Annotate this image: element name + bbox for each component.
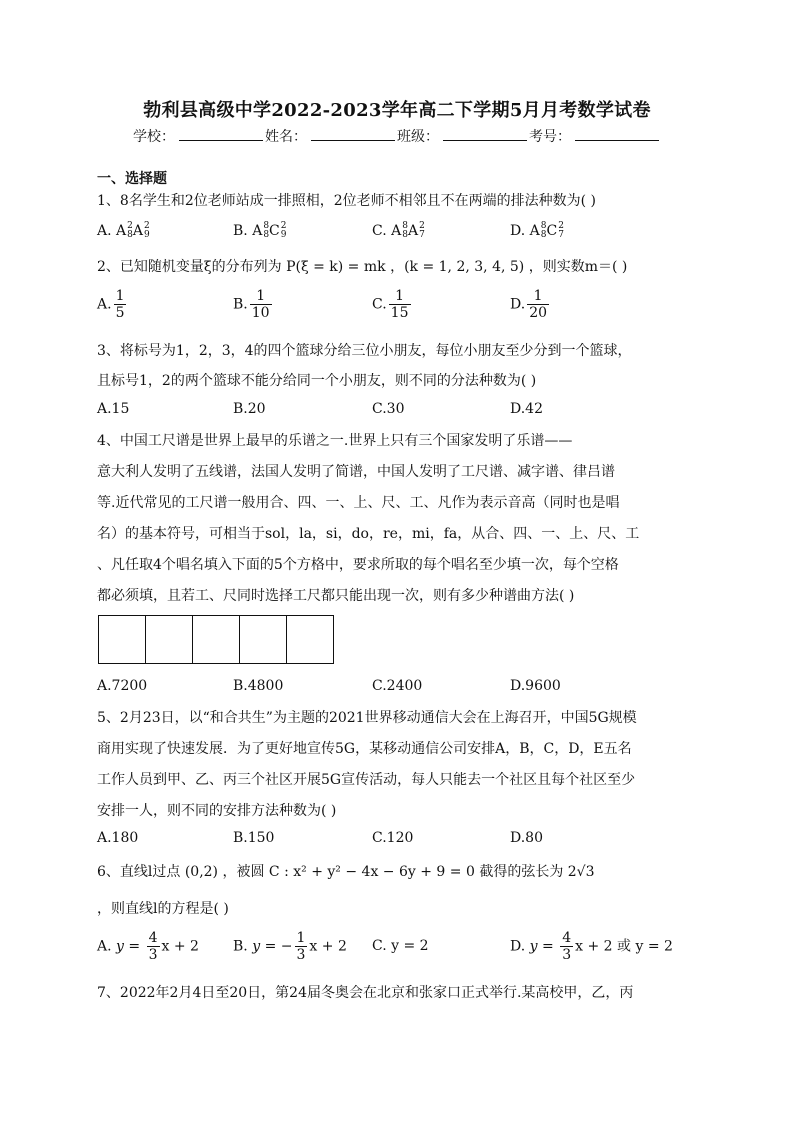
q1-option-a: A. A 2 8 A 2 9: [97, 221, 150, 240]
q4-option-c: C.2400: [372, 678, 423, 694]
number-blank[interactable]: [575, 128, 659, 141]
q3-option-a: A.15: [97, 401, 130, 417]
number-label: 考号：: [529, 129, 571, 145]
q2-option-b: B. $\frac{1}{10}$: [233, 288, 270, 322]
name-label: 姓名：: [265, 129, 307, 145]
q4-option-d: D.9600: [510, 678, 561, 694]
q5-option-c: C.120: [372, 830, 414, 846]
q5-option-d: D.80: [510, 830, 543, 846]
music-grid-boxes: [98, 615, 334, 664]
grid-cell: [240, 616, 287, 663]
question-3-line-2: 且标号1，2的两个篮球不能分给同一个小朋友，则不同的分法种数为( ): [97, 373, 537, 389]
question-4-line-5: 、凡任取4个唱名填入下面的5个方格中，要求所取的每个唱名至少填一次，每个空格: [97, 557, 619, 573]
question-4-line-3: 等.近代常见的工尺谱一般用合、四、一、上、尺、工、凡作为表示音高（同时也是唱: [97, 495, 620, 511]
grid-cell: [193, 616, 240, 663]
q3-option-b: B.20: [233, 401, 266, 417]
question-3-line-1: 3、将标号为1，2，3，4的四个篮球分给三位小朋友，每位小朋友至少分到一个篮球，: [97, 343, 632, 359]
student-info-row: [0, 126, 794, 146]
q6-option-a: A. y = $\frac{4}{3}$ x + 2: [97, 930, 199, 964]
question-5-line-2: 商用实现了快速发展．为了更好地宣传5G，某移动通信公司安排A，B，C，D，E五名: [97, 741, 632, 757]
question-5-line-1: 5、2月23日，以“和合共生”为主题的2021世界移动通信大会在上海召开，中国5G规模: [97, 710, 637, 726]
question-6-line-2: ，则直线l的方程是( ): [97, 901, 229, 917]
class-label: 班级：: [397, 129, 439, 145]
q3-option-c: C.30: [372, 401, 405, 417]
question-4-line-6: 都必须填，且若工、尺同时选择工尺都只能出现一次，则有多少种谱曲方法( ): [97, 588, 575, 604]
q2-option-c: C. $\frac{1}{15}$: [372, 288, 409, 322]
grid-cell: [99, 616, 146, 663]
q6-option-b: B. y = − $\frac{1}{3}$ x + 2: [233, 930, 347, 964]
question-2-text: 2、已知随机变量ξ的分布列为 P(ξ = k) = mk ，(k = 1, 2, 3, 4, 5) ，则实数m＝( ): [97, 259, 628, 275]
page-title: 勃利县高级中学2022-2023学年高二下学期5月月考数学试卷: [143, 100, 651, 121]
question-5-line-3: 工作人员到甲、乙、丙三个社区开展5G宣传活动，每人只能去一个社区且每个社区至少: [97, 772, 636, 788]
grid-cell: [287, 616, 333, 663]
question-1-text: 1、8名学生和2位老师站成一排照相，2位老师不相邻且不在两端的排法种数为( ): [97, 193, 597, 209]
question-7-line-1: 7、2022年2月4日至20日，第24届冬奥会在北京和张家口正式举行.某高校甲，乙，丙: [97, 985, 634, 1001]
school-blank[interactable]: [179, 128, 263, 141]
q5-option-b: B.150: [233, 830, 275, 846]
class-blank[interactable]: [443, 128, 527, 141]
question-4-line-4: 名）的基本符号，可相当于sol，la，si，do，re，mi，fa，从合、四、一、上、尺、工: [97, 526, 640, 542]
question-5-line-4: 安排一人，则不同的安排方法种数为( ): [97, 803, 337, 819]
q2-option-a: A. $\frac{1}{5}$: [97, 288, 125, 322]
question-4-line-1: 4、中国工尺谱是世界上最早的乐谱之一.世界上只有三个国家发明了乐谱——: [97, 433, 573, 449]
q2-option-d: D. $\frac{1}{20}$: [510, 288, 548, 322]
q1-option-c: C. A 8 8 A 2 7: [372, 221, 425, 240]
school-label: 学校：: [133, 129, 175, 145]
question-6-line-1: 6、直线l过点 (0,2) ，被圆 C : x² + y² − 4x − 6y + 9 = 0 截得的弦长为 2√3: [97, 864, 595, 880]
section-heading: 一、选择题: [97, 171, 167, 187]
q6-option-c: C. y = 2: [372, 938, 429, 954]
grid-cell: [146, 616, 193, 663]
q6-option-d: D. y = $\frac{4}{3}$ x + 2 或 y = 2: [510, 930, 673, 964]
question-4-line-2: 意大利人发明了五线谱，法国人发明了简谱，中国人发明了工尺谱、减字谱、律吕谱: [97, 464, 615, 480]
q1-option-d: D. A 8 8 C 2 7: [510, 221, 564, 240]
q4-option-b: B.4800: [233, 678, 284, 694]
q1-option-b: B. A 8 8 C 2 9: [233, 221, 287, 240]
q3-option-d: D.42: [510, 401, 543, 417]
q4-option-a: A.7200: [97, 678, 148, 694]
q5-option-a: A.180: [97, 830, 139, 846]
name-blank[interactable]: [311, 128, 395, 141]
